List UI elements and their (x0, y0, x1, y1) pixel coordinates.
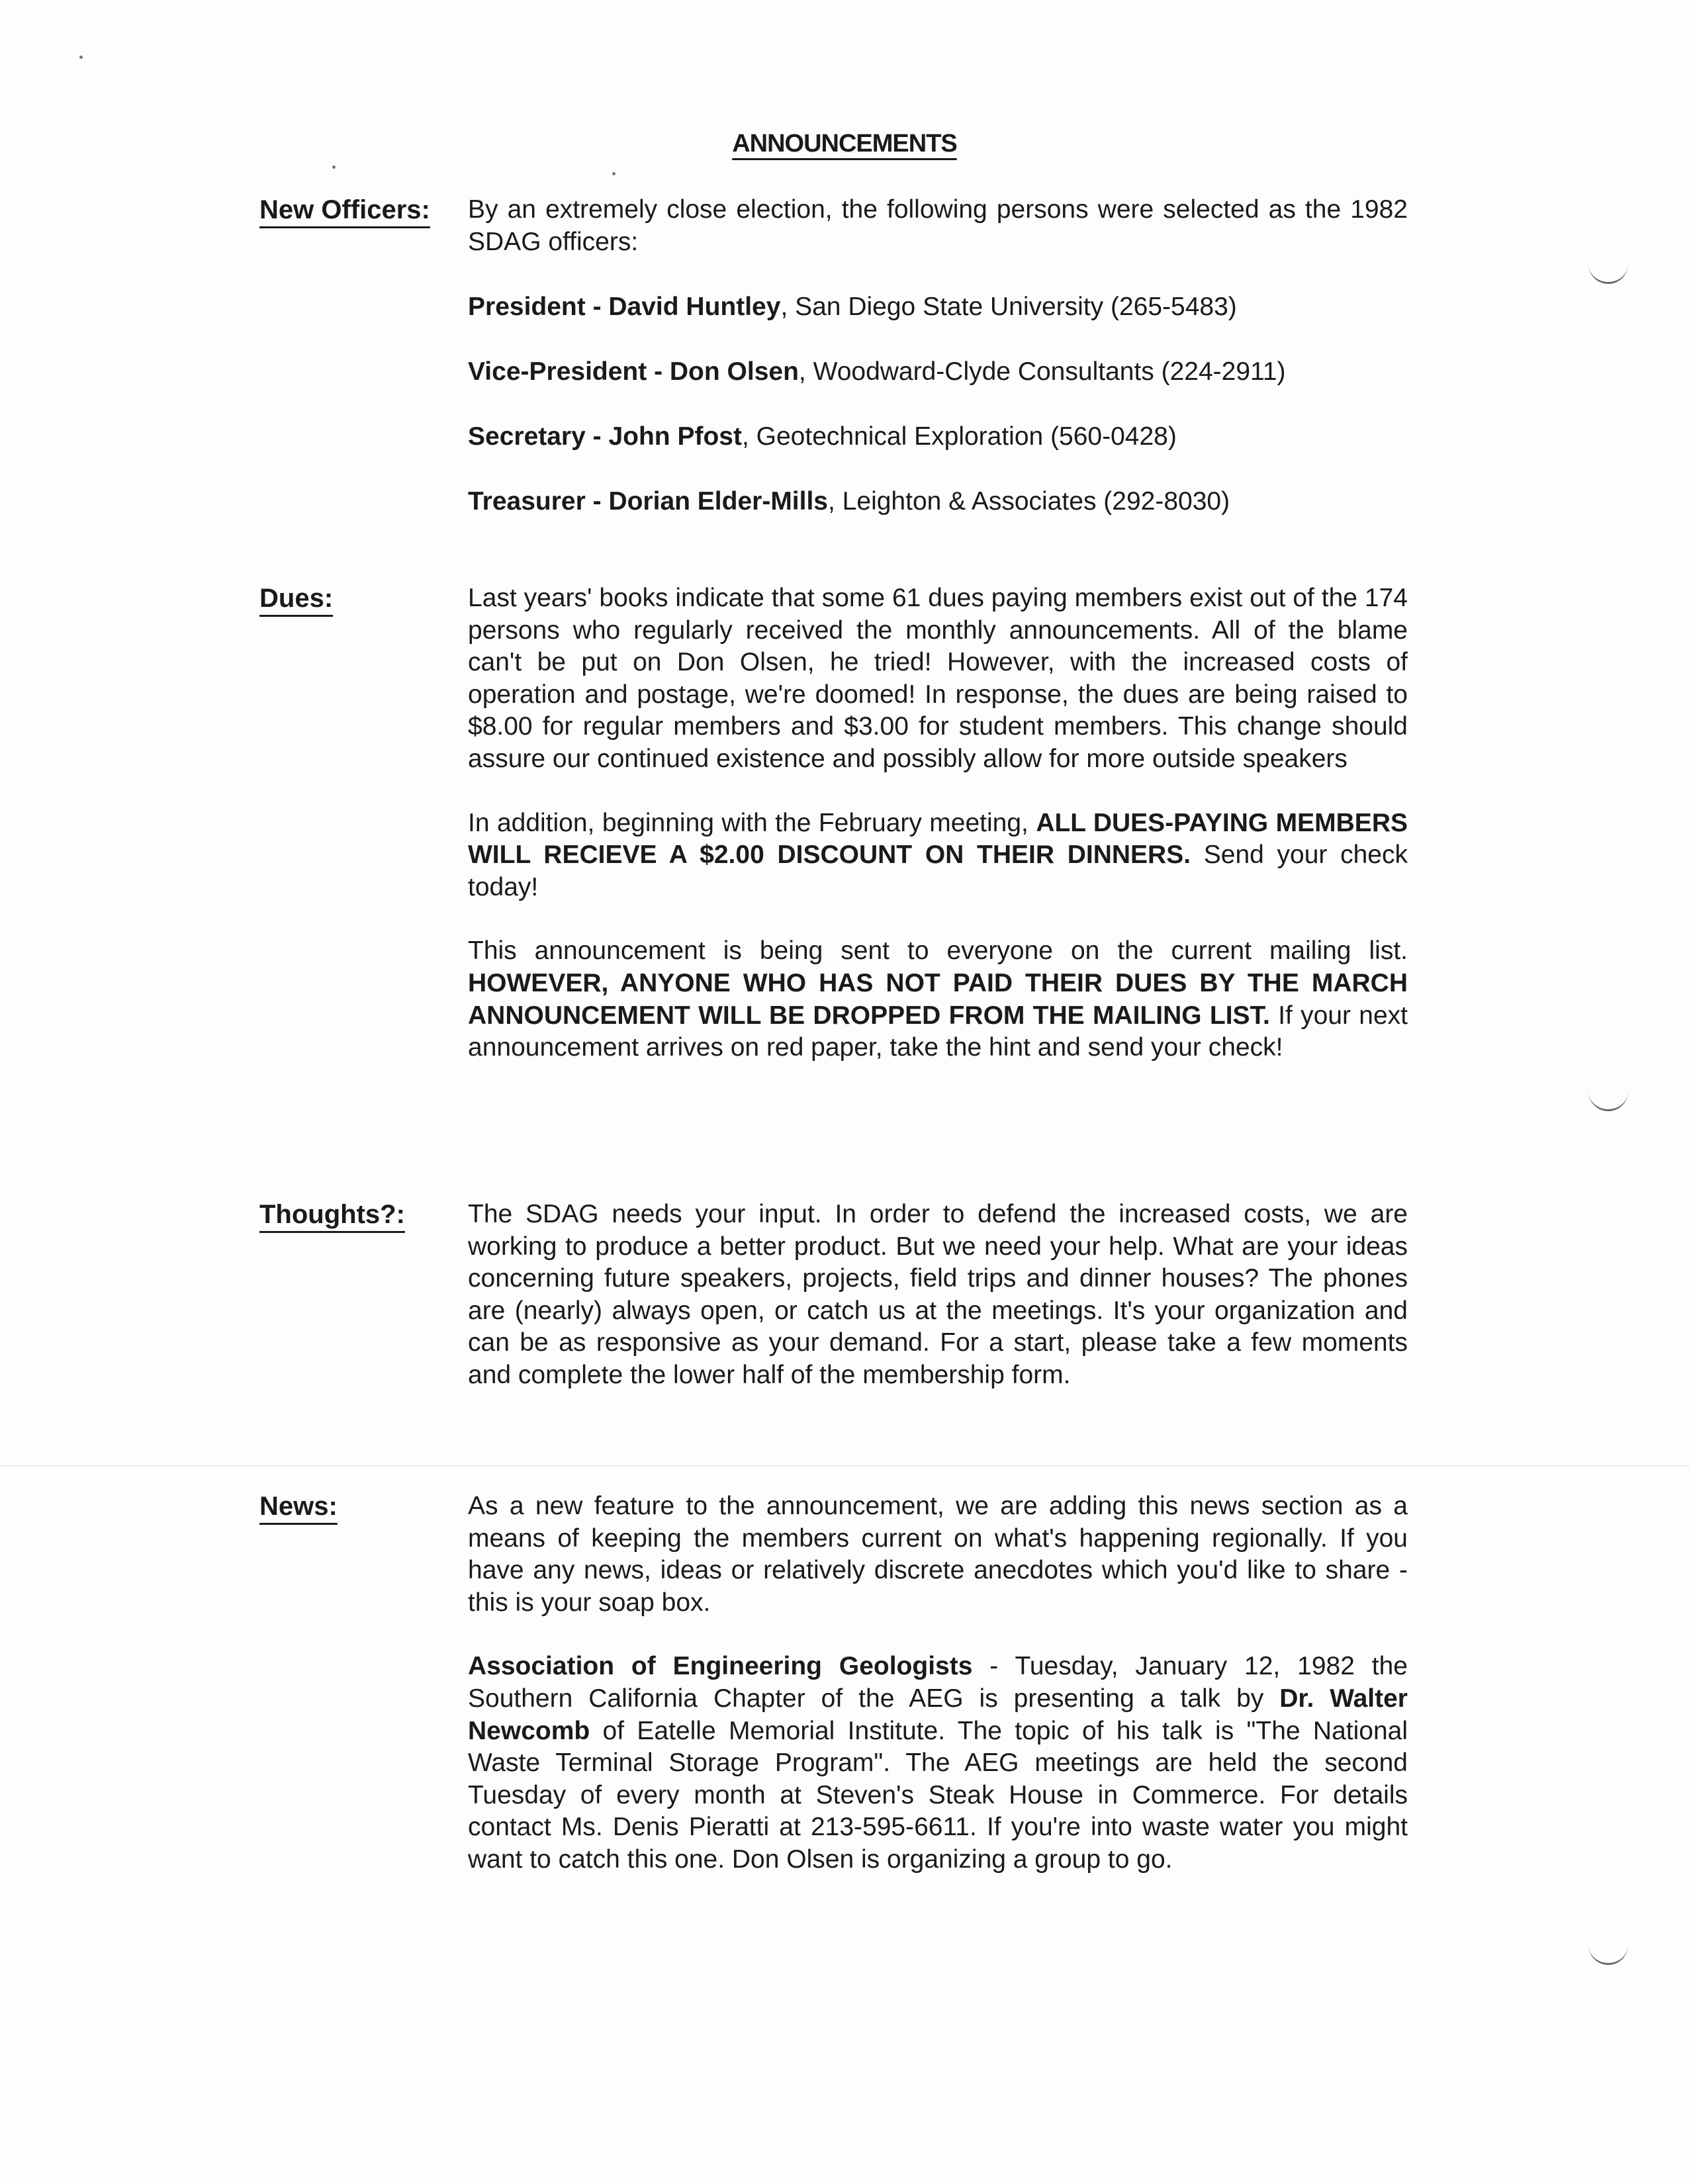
dues-paragraph-2: In addition, beginning with the February meeting, ALL DUES-PAYING MEMBERS WILL RECIEVE A $2.00 DISCOUNT ON THEIR DINNERS. Send your check today! (468, 808, 1408, 901)
margin-punch-mark (1588, 1091, 1628, 1111)
thoughts-body (468, 1199, 1408, 1392)
officers-intro: By an extremely close election, the following persons were selected as the 1982 SDAG officers: (468, 195, 1408, 256)
dues-paragraph-3: This announcement is being sent to everyone on the current mailing list. HOWEVER, ANYONE WHO HAS NOT PAID THEIR DUES BY THE MARCH ANNOUNCEMENT WILL BE DROPPED FROM THE MAILING LIST. If your next announcement arrives on red paper, take the hint and send your check! (468, 936, 1408, 1062)
news-paragraph-2: Association of Engineering Geologists - Tuesday, January 12, 1982 the Southern California Chapter of the AEG is presenting a talk by Dr. Walter Newcomb of Eatelle Memorial Institute. The topic of his talk is "The National Waste Terminal Storage Program". The AEG meetings are held the second Tuesday of every month at Steven's Steak House in Commerce. For details contact Ms. Denis Pieratti at 213-595-6611. If you're into waste water you might want to catch this one. Don Olsen is organizing a group to go. (468, 1652, 1408, 1874)
dues-body (468, 582, 1408, 1064)
officer-treasurer: Treasurer - Dorian Elder-Mills, Leighton & Associates (292-8030) (468, 487, 1230, 516)
news-body (468, 1490, 1408, 1876)
officer-vice-president: Vice-President - Don Olsen, Woodward-Clyde Consultants (224-2911) (468, 357, 1286, 386)
section-label-new-officers: New Officers: (259, 195, 430, 224)
paper-speck (332, 165, 336, 169)
paper-speck (79, 56, 83, 59)
document-title: ANNOUNCEMENTS (732, 130, 957, 158)
thoughts-paragraph: The SDAG needs your input. In order to defend the increased costs, we are working to produce a better product. But we need your help. What are your ideas concerning future speakers, projects, field trips and dinner houses? The phones are (nearly) always open, or catch us at the meetings. It's your organization and can be as responsive as your demand. For a start, please take a few moments and complete the lower half of the membership form. (468, 1200, 1408, 1389)
paper-fold-line (0, 1465, 1689, 1467)
news-paragraph-1: As a new feature to the announcement, we are adding this news section as a means of keeping the members current on what's happening regionally. If you have any news, ideas or relatively discrete anecdotes which you'd like to share - this is your soap box. (468, 1492, 1408, 1617)
paper-speck (612, 172, 616, 175)
section-label-news: News: (259, 1492, 338, 1521)
dues-paragraph-1: Last years' books indicate that some 61 dues paying members exist out of the 174 persons who regularly received the monthly announcements. All of the blame can't be put on Don Olsen, he tried! However, with the increased costs of operation and postage, we're doomed! In response, the dues are being raised to $8.00 for regular members and $3.00 for student members. This change should assure our continued existence and possibly allow for more outside speakers (468, 584, 1408, 773)
margin-punch-mark (1588, 263, 1628, 284)
officer-secretary: Secretary - John Pfost, Geotechnical Exploration (560-0428) (468, 422, 1177, 451)
section-label-dues: Dues: (259, 584, 334, 613)
margin-punch-mark (1588, 1944, 1628, 1965)
section-label-thoughts: Thoughts?: (259, 1200, 405, 1229)
officer-president: President - David Huntley, San Diego State University (265-5483) (468, 293, 1237, 321)
